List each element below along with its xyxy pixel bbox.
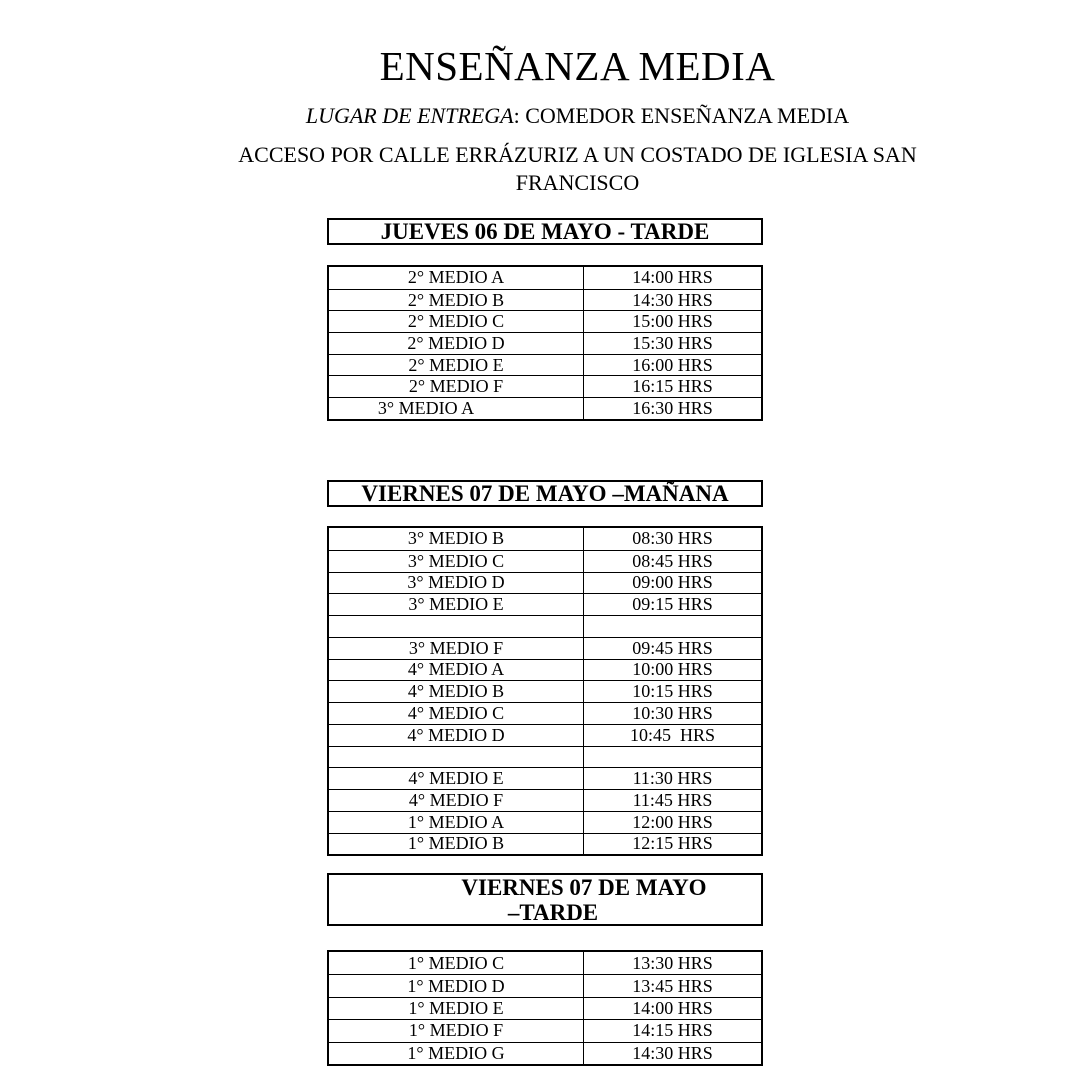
cell-group: 1° MEDIO B bbox=[329, 834, 584, 855]
table-row bbox=[329, 680, 761, 702]
cell-group: 2° MEDIO E bbox=[329, 355, 584, 376]
schedule-table bbox=[327, 265, 763, 421]
schedule-table bbox=[327, 526, 763, 856]
table-row bbox=[329, 397, 761, 419]
section-heading-line: VIERNES 07 DE MAYO bbox=[461, 874, 707, 900]
cell-time: 14:00 HRS bbox=[632, 267, 713, 288]
table-row bbox=[329, 833, 761, 855]
cell-time: 16:30 HRS bbox=[632, 397, 713, 418]
cell-time: 12:00 HRS bbox=[632, 811, 713, 832]
access-note-line: FRANCISCO bbox=[515, 170, 640, 195]
cell-time: 10:45 HRS bbox=[629, 724, 716, 745]
cell-time: 14:15 HRS bbox=[632, 1020, 713, 1041]
table-row bbox=[329, 637, 761, 659]
table-row bbox=[329, 550, 761, 572]
cell-time: 16:15 HRS bbox=[632, 376, 713, 397]
table-row bbox=[329, 289, 761, 311]
table-row bbox=[329, 702, 761, 724]
cell-group: 3° MEDIO C bbox=[329, 551, 584, 572]
document-title: ENSEÑANZA MEDIA bbox=[379, 43, 776, 89]
cell-group: 4° MEDIO C bbox=[329, 703, 584, 724]
delivery-location-label: LUGAR DE ENTREGA bbox=[305, 103, 514, 128]
cell-group: 2° MEDIO C bbox=[329, 311, 584, 332]
cell-group: 1° MEDIO C bbox=[329, 952, 584, 974]
cell-group: 1° MEDIO E bbox=[329, 998, 584, 1019]
table-row bbox=[329, 724, 761, 746]
section-heading bbox=[327, 218, 763, 245]
cell-time: 13:45 HRS bbox=[632, 975, 713, 996]
cell-time bbox=[584, 616, 761, 637]
table-row bbox=[329, 354, 761, 376]
cell-group: 4° MEDIO E bbox=[329, 768, 584, 789]
cell-group: 3° MEDIO D bbox=[329, 573, 584, 594]
table-row bbox=[329, 375, 761, 397]
table-row bbox=[329, 811, 761, 833]
table-row bbox=[329, 1019, 761, 1041]
table-row bbox=[329, 1042, 761, 1064]
cell-group: 1° MEDIO D bbox=[329, 975, 584, 996]
cell-group: 4° MEDIO D bbox=[329, 725, 584, 746]
table-row bbox=[329, 659, 761, 681]
cell-group: 1° MEDIO A bbox=[329, 812, 584, 833]
table-row bbox=[329, 528, 761, 550]
cell-group bbox=[329, 747, 584, 768]
table-row bbox=[329, 997, 761, 1019]
cell-time: 11:45 HRS bbox=[632, 789, 713, 810]
table-row-empty bbox=[329, 746, 761, 768]
table-row bbox=[329, 332, 761, 354]
cell-time: 09:15 HRS bbox=[632, 594, 713, 615]
cell-time: 13:30 HRS bbox=[632, 952, 713, 973]
table-row bbox=[329, 310, 761, 332]
cell-time: 10:15 HRS bbox=[632, 681, 713, 702]
cell-time: 08:45 HRS bbox=[632, 550, 713, 571]
schedule-table bbox=[327, 950, 763, 1066]
section-heading bbox=[327, 873, 763, 926]
table-row bbox=[329, 974, 761, 996]
cell-time: 15:00 HRS bbox=[632, 311, 713, 332]
section-heading-line: –TARDE bbox=[507, 899, 599, 925]
cell-time: 09:00 HRS bbox=[632, 572, 713, 593]
section-heading bbox=[327, 480, 763, 507]
cell-group: 2° MEDIO D bbox=[329, 333, 584, 354]
cell-time: 08:30 HRS bbox=[632, 528, 713, 549]
table-row bbox=[329, 789, 761, 811]
cell-group: 4° MEDIO F bbox=[329, 790, 584, 811]
cell-time: 09:45 HRS bbox=[632, 637, 713, 658]
cell-time bbox=[584, 747, 761, 768]
cell-time: 14:30 HRS bbox=[632, 1042, 713, 1063]
cell-group: 2° MEDIO B bbox=[329, 290, 584, 311]
cell-time: 10:00 HRS bbox=[632, 659, 713, 680]
table-row bbox=[329, 267, 761, 289]
cell-time: 11:30 HRS bbox=[632, 768, 713, 789]
cell-group: 2° MEDIO F bbox=[329, 376, 584, 397]
cell-group: 3° MEDIO A bbox=[329, 398, 584, 419]
cell-time: 16:00 HRS bbox=[632, 354, 713, 375]
cell-group: 2° MEDIO A bbox=[329, 267, 584, 289]
cell-group: 1° MEDIO F bbox=[329, 1020, 584, 1041]
cell-group: 4° MEDIO A bbox=[329, 660, 584, 681]
access-note-line: ACCESO POR CALLE ERRÁZURIZ A UN COSTADO DE IGLESIA SAN bbox=[238, 142, 917, 167]
section-heading-line: VIERNES 07 DE MAYO –MAÑANA bbox=[361, 481, 729, 506]
cell-time: 12:15 HRS bbox=[632, 833, 713, 854]
cell-group: 4° MEDIO B bbox=[329, 681, 584, 702]
table-row-empty bbox=[329, 615, 761, 637]
cell-group: 3° MEDIO F bbox=[329, 638, 584, 659]
cell-time: 14:30 HRS bbox=[632, 289, 713, 310]
cell-group: 3° MEDIO E bbox=[329, 594, 584, 615]
delivery-location-value: : COMEDOR ENSEÑANZA MEDIA bbox=[513, 103, 850, 128]
cell-time: 14:00 HRS bbox=[632, 997, 713, 1018]
table-row bbox=[329, 593, 761, 615]
cell-group: 3° MEDIO B bbox=[329, 528, 584, 550]
cell-group: 1° MEDIO G bbox=[329, 1043, 584, 1064]
access-note bbox=[75, 141, 1080, 197]
delivery-location-line bbox=[75, 103, 1080, 129]
table-row bbox=[329, 767, 761, 789]
section-heading-line: JUEVES 06 DE MAYO - TARDE bbox=[380, 219, 710, 244]
cell-time: 15:30 HRS bbox=[632, 332, 713, 353]
table-row bbox=[329, 952, 761, 974]
cell-time: 10:30 HRS bbox=[632, 702, 713, 723]
table-row bbox=[329, 572, 761, 594]
cell-group bbox=[329, 616, 584, 637]
